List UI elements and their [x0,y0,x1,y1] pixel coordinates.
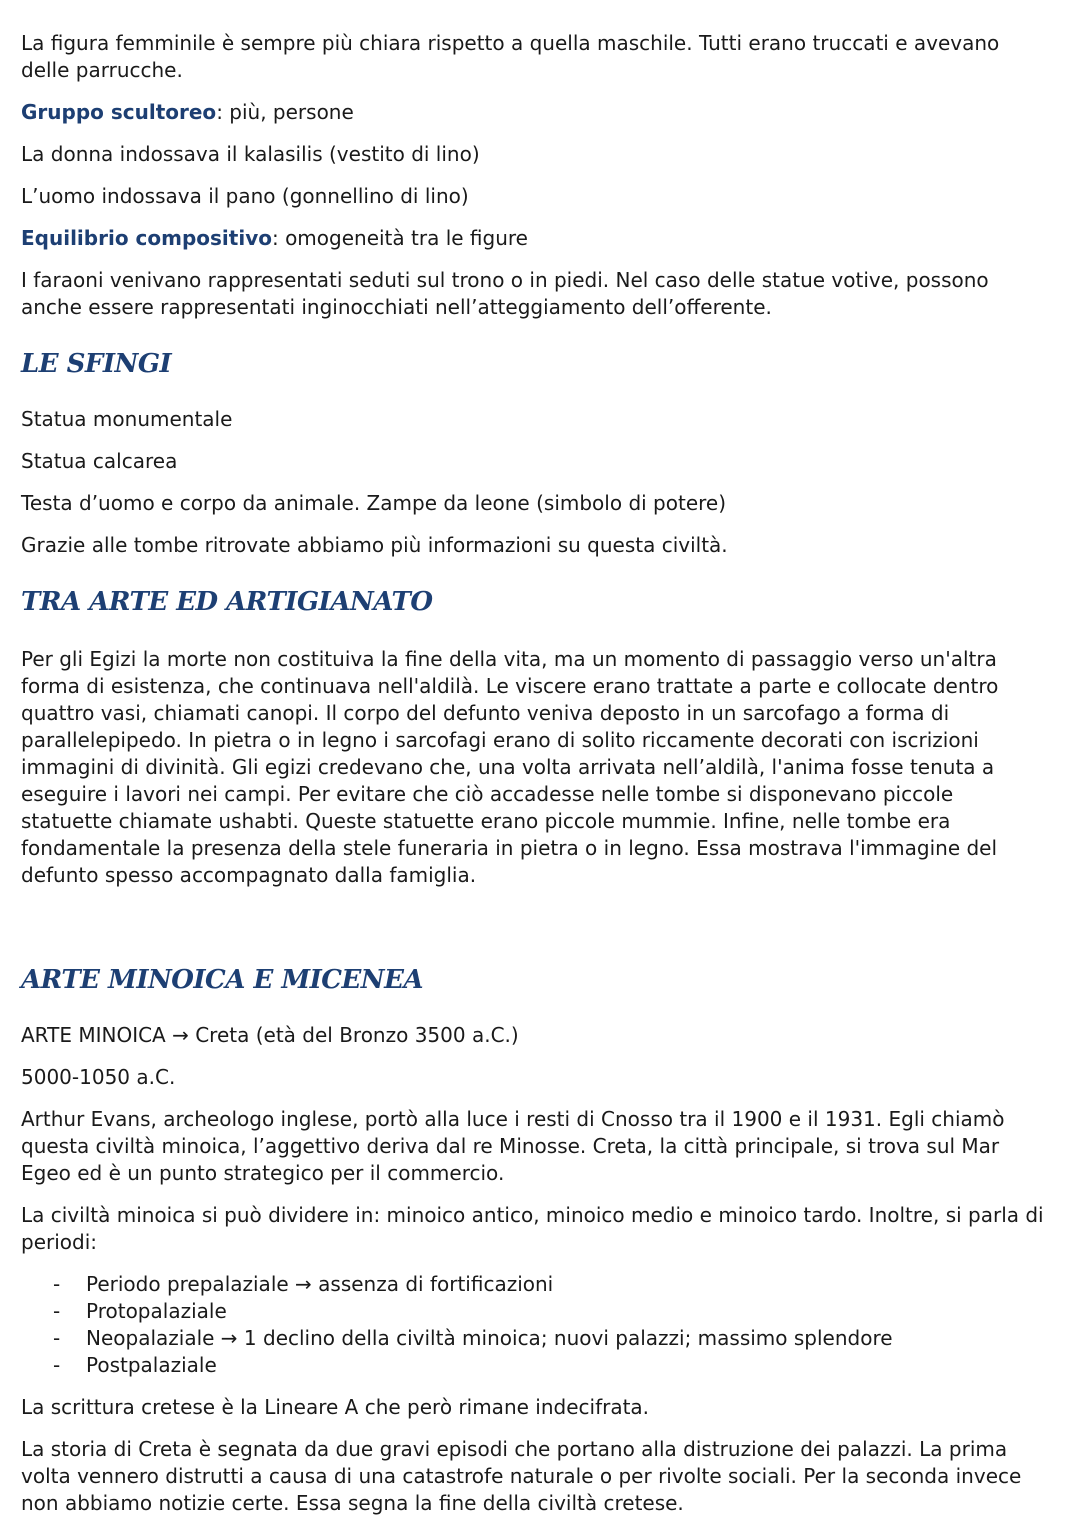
list-item-text: Neopalaziale → 1 declino della civiltà minoica; nuovi palazzi; massimo splendore [86,1326,893,1350]
sfingi-line-2: Statua calcarea [21,449,178,473]
intro-paragraph: La figura femminile è sempre più chiara rispetto a quella maschile. Tutti erano truccati e avevano delle parrucche. [21,31,1000,82]
faraoni-paragraph: I faraoni venivano rappresentati seduti sul trono o in piedi. Nel caso delle statue votive, possono anche essere rappresentati inginocchiati nell’atteggiamento dell’offerente. [21,268,989,319]
list-marker: - [53,1326,61,1350]
minoica-heading: ARTE MINOICA E MICENEA [21,965,424,995]
scrittura-line: La scrittura cretese è la Lineare A che però rimane indecifrata. [21,1395,650,1419]
sfingi-heading: LE SFINGI [21,349,172,379]
list-item-text: Periodo prepalaziale → assenza di fortificazioni [86,1272,554,1296]
periodi-list [21,1271,1050,1379]
kalasilis-line: La donna indossava il kalasilis (vestito di lino) [21,142,480,166]
list-item [21,1352,1050,1379]
minoica-line-1: ARTE MINOICA → Creta (età del Bronzo 3500 a.C.) [21,1023,519,1047]
gruppo-scultoreo-text: : più, persone [216,100,354,124]
gruppo-scultoreo-term: Gruppo scultoreo [21,100,217,124]
artigianato-paragraph: Per gli Egizi la morte non costituiva la fine della vita, ma un momento di passaggio verso un'altra forma di esistenza, che continuava nell'aldilà. Le viscere erano trattate a parte e collocate dentro quattro vasi, chiamati canopi. Il corpo del defunto veniva deposto in un sarcofago a forma di parallelepipedo. In pietra o in legno i sarcofagi erano di solito riccamente decorati con iscrizioni immagini di divinità. Gli egizi credevano che, una volta arrivata nell’aldilà, l'anima fosse tenuta a eseguire i lavori nei campi. Per evitare che ciò accadesse nelle tombe si disponevano piccole statuette chiamate ushabti. Queste statuette erano piccole mummie. Infine, nelle tombe era fondamentale la presenza della stele funeraria in pietra o in legno. Essa mostrava l'immagine del defunto spesso accompagnato dalla famiglia. [21,647,999,887]
list-item [21,1271,1050,1298]
pano-line: L’uomo indossava il pano (gonnellino di lino) [21,184,469,208]
sfingi-line-1: Statua monumentale [21,407,233,431]
list-marker: - [53,1272,61,1296]
list-item-text: Postpalaziale [86,1353,217,1377]
equilibrio-term: Equilibrio compositivo [21,226,272,250]
sfingi-line-3: Testa d’uomo e corpo da animale. Zampe da leone (simbolo di potere) [21,491,727,515]
sfingi-line-4: Grazie alle tombe ritrovate abbiamo più informazioni su questa civiltà. [21,533,728,557]
artigianato-heading: TRA ARTE ED ARTIGIANATO [21,587,433,617]
gruppo-scultoreo-line [21,99,1050,126]
list-item [21,1298,1050,1325]
equilibrio-line [21,225,1050,252]
periodi-intro: La civiltà minoica si può dividere in: minoico antico, minoico medio e minoico tardo. Inoltre, si parla di periodi: [21,1203,1044,1254]
storia-paragraph: La storia di Creta è segnata da due gravi episodi che portano alla distruzione dei palazzi. La prima volta vennero distrutti a causa di una catastrofe naturale o per rivolte sociali. Per la seconda invece non abbiamo notizie certe. Essa segna la fine della civiltà cretese. [21,1437,1022,1515]
minoica-dates: 5000-1050 a.C. [21,1065,176,1089]
equilibrio-text: : omogeneità tra le figure [271,226,528,250]
list-marker: - [53,1353,61,1377]
list-item-text: Protopalaziale [86,1299,227,1323]
list-marker: - [53,1299,61,1323]
evans-paragraph: Arthur Evans, archeologo inglese, portò alla luce i resti di Cnosso tra il 1900 e il 1931. Egli chiamò questa civiltà minoica, l’aggettivo deriva dal re Minosse. Creta, la città principale, si trova sul Mar Egeo ed è un punto strategico per il commercio. [21,1107,1005,1185]
list-item [21,1325,1050,1352]
